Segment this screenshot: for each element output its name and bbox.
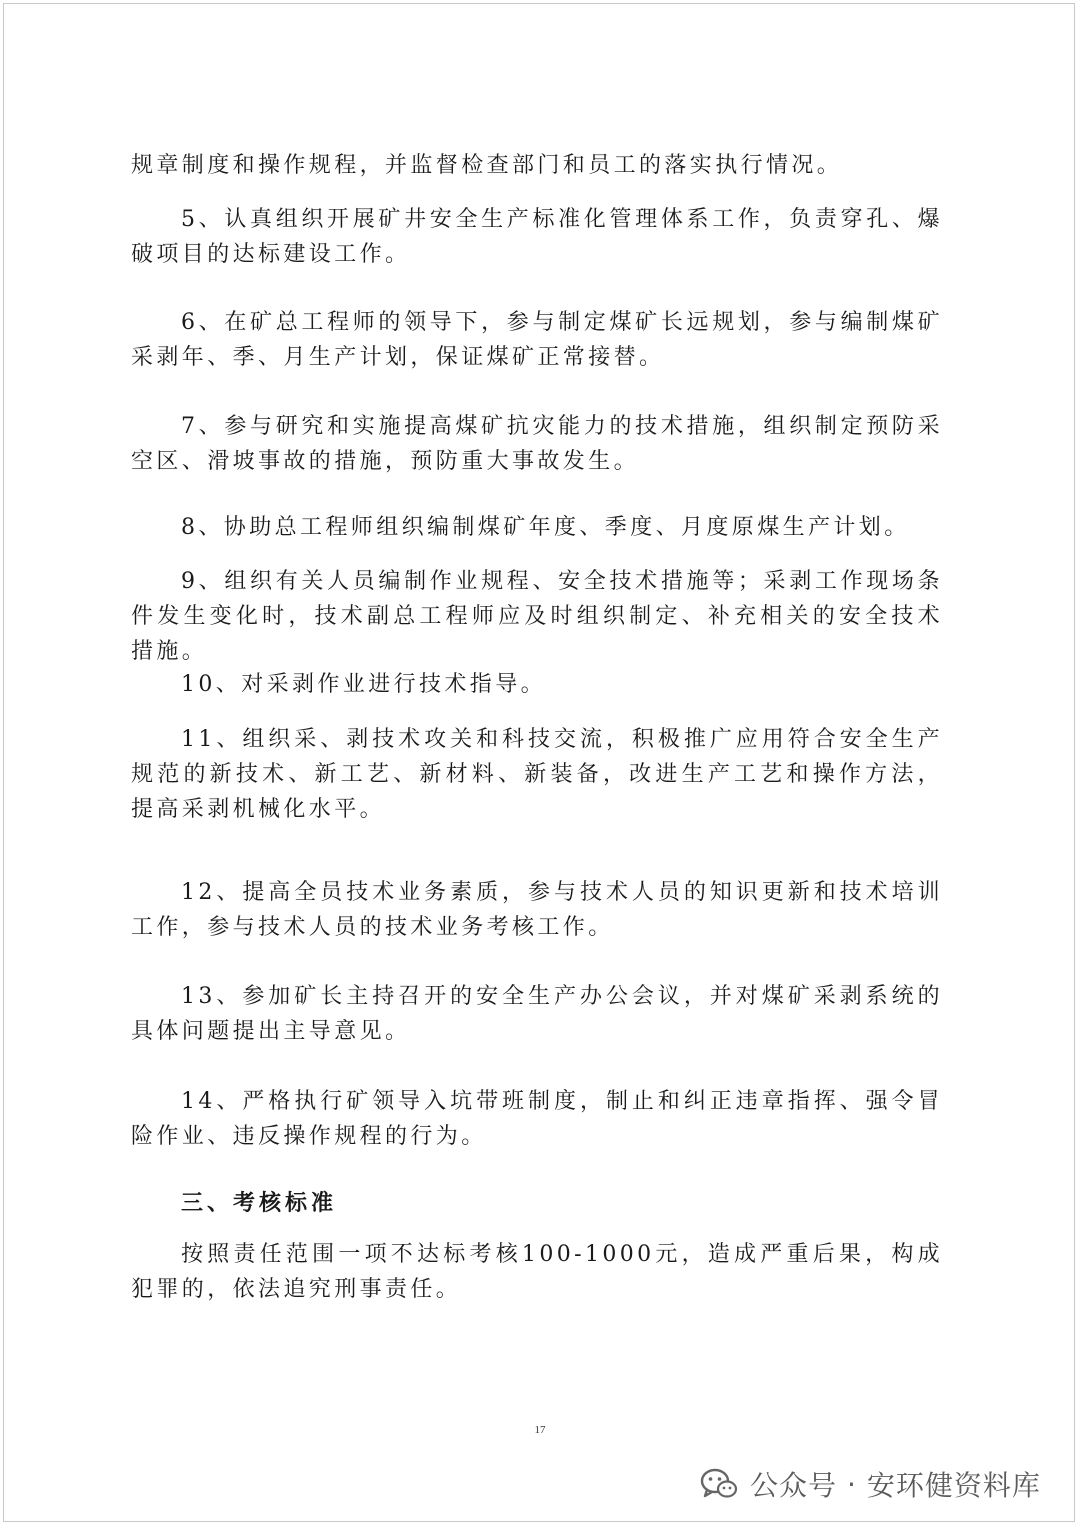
paragraph-item-10: 10、对采剥作业进行技术指导。 — [181, 672, 546, 697]
paragraph-item-11: 11、组织采、剥技术攻关和科技交流，积极推广应用符合安全生产规范的新技术、新工艺、新材料、新装备，改进生产工艺和操作方法，提高采剥机械化水平。 — [131, 727, 943, 822]
paragraph-item-13: 13、参加矿长主持召开的安全生产办公会议，并对煤矿采剥系统的具体问题提出主导意见。 — [131, 984, 943, 1044]
watermark — [700, 1462, 1041, 1506]
assessment-standard-text: 按照责任范围一项不达标考核100-1000元，造成严重后果，构成犯罪的，依法追究刑事责任。 — [131, 1242, 943, 1302]
wechat-icon — [700, 1466, 738, 1502]
watermark-label: 公众号 — [750, 1469, 838, 1502]
paragraph-item-5: 5、认真组织开展矿井安全生产标准化管理体系工作，负责穿孔、爆破项目的达标建设工作。 — [131, 207, 943, 267]
paragraph-item-7: 7、参与研究和实施提高煤矿抗灾能力的技术措施，组织制定预防采空区、滑坡事故的措施，预防重大事故发生。 — [131, 414, 943, 474]
paragraph-item-6: 6、在矿总工程师的领导下，参与制定煤矿长远规划，参与编制煤矿采剥年、季、月生产计划，保证煤矿正常接替。 — [131, 310, 943, 370]
paragraph-item-14: 14、严格执行矿领导入坑带班制度，制止和纠正违章指挥、强令冒险作业、违反操作规程的行为。 — [131, 1089, 943, 1149]
paragraph-continuation: 规章制度和操作规程，并监督检查部门和员工的落实执行情况。 — [131, 153, 843, 178]
page-number: 17 — [534, 1424, 546, 1436]
section-heading: 三、考核标准 — [181, 1190, 338, 1216]
paragraph-item-12: 12、提高全员技术业务素质，参与技术人员的知识更新和技术培训工作，参与技术人员的技术业务考核工作。 — [131, 880, 943, 940]
paragraph-item-8: 8、协助总工程师组织编制煤矿年度、季度、月度原煤生产计划。 — [181, 515, 910, 540]
paragraph-item-9: 9、组织有关人员编制作业规程、安全技术措施等；采剥工作现场条件发生变化时，技术副总工程师应及时组织制定、补充相关的安全技术措施。 — [131, 569, 943, 664]
watermark-account-name: 安环健资料库 — [866, 1469, 1041, 1502]
watermark-separator: · — [847, 1467, 857, 1501]
